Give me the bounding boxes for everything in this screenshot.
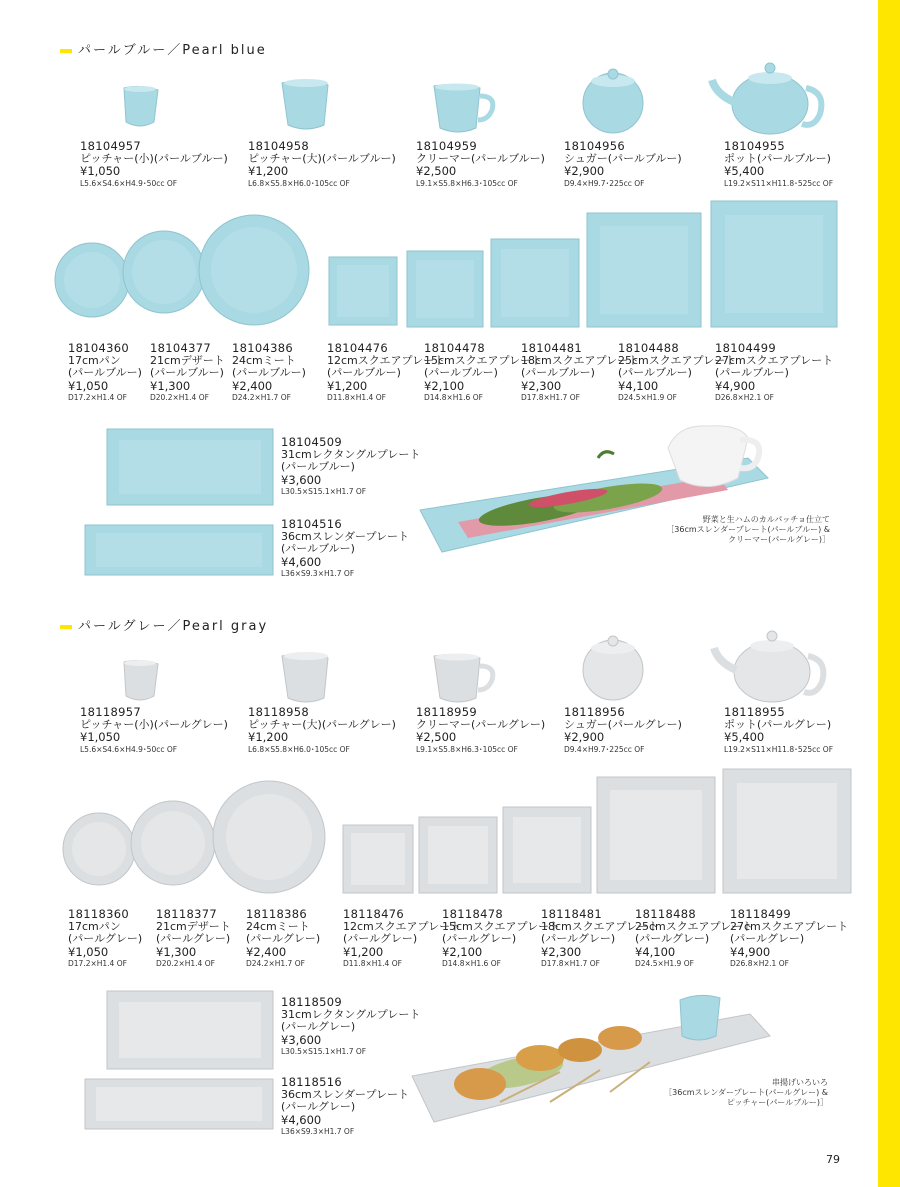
product-18118958 [248,706,396,755]
product-name: 25cmスクエアプレート [635,919,754,933]
pitcher-small-image-blue [118,82,168,132]
product-spec: D26.8×H2.1 OF [730,959,789,968]
product-price: ¥2,100 [442,944,483,959]
square-plate-15cm-image-gray [418,816,498,894]
slender-plate-36cm-image-blue [84,524,274,576]
product-spec: D9.4×H9.7･225cc OF [564,178,645,188]
pitcher-small-image-gray [118,656,168,704]
product-code: 18104377 [150,341,211,355]
product-name: 15cmスクエアプレート [442,919,561,933]
product-color: (パールグレー) [281,1100,356,1113]
photo-caption-gray [640,1078,828,1108]
product-color: (パールグレー) [343,932,418,945]
square-plate-18cm-image-gray [502,806,592,894]
product-code: 18104509 [281,435,342,449]
product-color: (パールブルー) [327,366,401,379]
product-name: 12cmスクエアプレート [343,919,462,933]
product-18104957 [80,140,228,189]
product-price: ¥3,600 [281,1032,322,1047]
sugar-bowl-image-gray [580,632,650,704]
product-color: (パールグレー) [68,932,143,945]
product-color: (パールグレー) [281,1020,356,1033]
product-color: (パールブルー) [232,366,306,379]
product-spec: L5.6×S4.6×H4.9･50cc OF [80,178,178,188]
product-code: 18104481 [521,341,582,355]
product-price: ¥2,300 [521,378,562,393]
product-spec: D24.5×H1.9 OF [635,959,694,968]
product-name: シュガー(パールブルー) [564,151,682,165]
product-code: 18104958 [248,139,309,153]
caption-title: 串揚げいろいろ [772,1078,828,1087]
plate-21cm-image-blue [122,230,208,316]
product-name: ポット(パールブルー) [724,151,831,165]
product-18104360 [68,342,142,403]
plate-21cm-image-gray [130,800,218,888]
product-name: 31cmレクタングルプレート [281,447,421,461]
sugar-bowl-image-blue [580,65,650,137]
product-18118499 [730,908,848,969]
product-code: 18104476 [327,341,388,355]
product-name: 12cmスクエアプレート [327,353,446,367]
product-name: ピッチャー(大)(パールグレー) [248,717,396,731]
product-18118377 [156,908,231,969]
product-code: 18118956 [564,705,625,719]
product-name: 25cmスクエアプレート [618,353,737,367]
product-code: 18104956 [564,139,625,153]
product-spec: L30.5×S15.1×H1.7 OF [281,487,367,496]
product-color: (パールグレー) [156,932,231,945]
product-code: 18104478 [424,341,485,355]
product-spec: D20.2×H1.4 OF [156,959,215,968]
product-spec: L6.8×S5.8×H6.0･105cc OF [248,744,350,754]
product-code: 18118955 [724,705,785,719]
product-price: ¥5,400 [724,730,765,744]
product-code: 18104488 [618,341,679,355]
product-name: 17cmパン [68,919,121,933]
product-name: 18cmスクエアプレート [541,919,660,933]
product-18118509 [281,996,420,1057]
section-heading-gray [60,615,268,634]
product-code: 18118499 [730,907,791,921]
product-code: 18104360 [68,341,129,355]
product-code: 18118377 [156,907,217,921]
rectangle-plate-31cm-image-gray [106,990,274,1070]
product-code: 18104499 [715,341,776,355]
product-price: ¥1,200 [327,378,368,393]
product-18118516 [281,1076,409,1137]
product-price: ¥4,600 [281,1112,322,1127]
product-18104959 [416,140,545,189]
product-price: ¥1,200 [343,944,384,959]
product-spec: L6.8×S5.8×H6.0･105cc OF [248,178,350,188]
product-price: ¥1,200 [248,730,289,744]
teapot-image-gray [712,626,832,706]
product-price: ¥4,600 [281,554,322,569]
creamer-image-blue [430,80,500,135]
product-price: ¥4,900 [715,378,756,393]
product-18118957 [80,706,228,755]
product-code: 18118509 [281,995,342,1009]
product-color: (パールブルー) [424,366,498,379]
product-18104499 [715,342,833,403]
heading-text: パールグレー／Pearl gray [78,619,269,634]
product-spec: D17.2×H1.4 OF [68,959,127,968]
product-name: ピッチャー(小)(パールブルー) [80,151,228,165]
heading-marker [60,49,72,53]
product-code: 18118958 [248,705,309,719]
product-code: 18104959 [416,139,477,153]
product-color: (パールグレー) [635,932,710,945]
product-spec: L19.2×S11×H11.8･525cc OF [724,744,834,754]
product-name: シュガー(パールグレー) [564,717,682,731]
product-code: 18118959 [416,705,477,719]
product-spec: L30.5×S15.1×H1.7 OF [281,1047,367,1056]
product-code: 18104955 [724,139,785,153]
pitcher-large-image-blue [278,75,338,135]
product-price: ¥2,500 [416,164,457,178]
kushiage-photo [410,992,780,1132]
product-code: 18118516 [281,1075,342,1089]
product-name: ピッチャー(小)(パールグレー) [80,717,228,731]
product-18118386 [246,908,320,969]
product-code: 18118957 [80,705,141,719]
product-price: ¥4,100 [635,944,676,959]
square-plate-18cm-image-blue [490,238,580,328]
teapot-image-blue [710,58,830,138]
product-color: (パールグレー) [541,932,616,945]
product-18104516 [281,518,409,579]
pitcher-large-image-gray [278,648,338,706]
caption-line: クリーマー(パールグレー)］ [728,535,830,544]
square-plate-12cm-image-gray [342,824,414,894]
product-name: 27cmスクエアプレート [715,353,834,367]
product-spec: D11.8×H1.4 OF [343,959,402,968]
product-name: クリーマー(パールグレー) [416,717,546,731]
slender-plate-36cm-image-gray [84,1078,274,1130]
product-name: 21cmデザート [156,919,231,933]
product-name: 24cmミート [246,919,310,933]
square-plate-15cm-image-blue [406,250,484,328]
product-spec: D20.2×H1.4 OF [150,393,209,402]
product-price: ¥2,900 [564,164,605,178]
photo-caption-blue [640,515,830,545]
product-18104377 [150,342,225,403]
plate-24cm-image-gray [212,780,326,894]
heading-marker [60,625,72,629]
product-color: (パールグレー) [730,932,805,945]
creamer-image-gray [430,650,500,705]
product-price: ¥1,050 [68,378,109,393]
product-code: 18104516 [281,517,342,531]
product-price: ¥1,300 [150,378,191,393]
product-name: ピッチャー(大)(パールブルー) [248,151,396,165]
square-plate-12cm-image-blue [328,256,398,326]
product-price: ¥2,900 [564,730,605,744]
product-price: ¥1,300 [156,944,197,959]
product-price: ¥2,400 [246,944,287,959]
product-name: 27cmスクエアプレート [730,919,849,933]
product-name: 17cmパン [68,353,121,367]
product-name: 36cmスレンダープレート [281,529,410,543]
product-name: ポット(パールグレー) [724,717,832,731]
plate-17cm-image-blue [54,242,132,320]
product-name: 21cmデザート [150,353,225,367]
product-spec: D26.8×H2.1 OF [715,393,774,402]
product-color: (パールブルー) [715,366,789,379]
product-name: クリーマー(パールブルー) [416,151,545,165]
product-spec: L19.2×S11×H11.8･525cc OF [724,178,834,188]
product-code: 18118481 [541,907,602,921]
product-18118956 [564,706,682,755]
product-name: 15cmスクエアプレート [424,353,543,367]
product-color: (パールブルー) [521,366,595,379]
product-code: 18118360 [68,907,129,921]
product-code: 18118386 [246,907,307,921]
product-price: ¥2,100 [424,378,465,393]
product-price: ¥2,400 [232,378,273,393]
product-code: 18104957 [80,139,141,153]
product-spec: D17.2×H1.4 OF [68,393,127,402]
product-code: 18104386 [232,341,293,355]
heading-text: パールブルー／Pearl blue [78,43,267,58]
product-name: 31cmレクタングルプレート [281,1007,421,1021]
square-plate-25cm-image-gray [596,776,716,894]
product-price: ¥5,400 [724,164,765,178]
product-18118955 [724,706,833,755]
product-color: (パールブルー) [68,366,142,379]
product-18104958 [248,140,396,189]
product-18104956 [564,140,682,189]
yellow-side-bar [878,0,900,1187]
product-spec: L36×S9.3×H1.7 OF [281,1127,355,1136]
product-18104509 [281,436,420,497]
product-spec: D17.8×H1.7 OF [521,393,580,402]
product-code: 18118476 [343,907,404,921]
product-spec: D24.2×H1.7 OF [232,393,291,402]
product-price: ¥1,050 [80,730,121,744]
rectangle-plate-31cm-image-blue [106,428,274,506]
product-price: ¥4,900 [730,944,771,959]
product-18118360 [68,908,142,969]
page-number: 79 [826,1153,840,1166]
product-spec: D24.2×H1.7 OF [246,959,305,968]
square-plate-27cm-image-gray [722,768,852,894]
product-spec: L5.6×S4.6×H4.9･50cc OF [80,744,178,754]
product-18104955 [724,140,833,189]
product-price: ¥4,100 [618,378,659,393]
product-spec: L36×S9.3×H1.7 OF [281,569,355,578]
product-name: 18cmスクエアプレート [521,353,640,367]
product-spec: D17.8×H1.7 OF [541,959,600,968]
product-spec: D11.8×H1.4 OF [327,393,386,402]
product-color: (パールブルー) [618,366,692,379]
plate-24cm-image-blue [198,214,310,326]
caption-title: 野菜と生ハムのカルパッチョ仕立て [702,515,830,524]
product-color: (パールグレー) [442,932,517,945]
product-price: ¥1,200 [248,164,289,178]
product-spec: D14.8×H1.6 OF [442,959,501,968]
square-plate-27cm-image-blue [710,200,838,328]
product-18118959 [416,706,545,755]
plate-17cm-image-gray [62,812,138,888]
product-price: ¥2,500 [416,730,457,744]
product-18104386 [232,342,306,403]
product-spec: D14.8×H1.6 OF [424,393,483,402]
section-heading-blue [60,39,267,58]
product-spec: D9.4×H9.7･225cc OF [564,744,645,754]
product-spec: L9.1×S5.8×H6.3･105cc OF [416,744,518,754]
product-spec: D24.5×H1.9 OF [618,393,677,402]
product-price: ¥1,050 [68,944,109,959]
product-price: ¥2,300 [541,944,582,959]
caption-line: ［36cmスレンダープレート(パールブルー) & [666,525,830,534]
product-code: 18118478 [442,907,503,921]
product-spec: L9.1×S5.8×H6.3･105cc OF [416,178,518,188]
product-color: (パールグレー) [246,932,321,945]
product-color: (パールブルー) [150,366,224,379]
product-color: (パールブルー) [281,460,355,473]
caption-line: ピッチャー(パールブルー)］ [726,1098,828,1107]
product-code: 18118488 [635,907,696,921]
product-color: (パールブルー) [281,542,355,555]
caption-line: ［36cmスレンダープレート(パールグレー) & [664,1088,828,1097]
product-name: 36cmスレンダープレート [281,1087,410,1101]
product-price: ¥1,050 [80,164,121,178]
product-price: ¥3,600 [281,472,322,487]
product-name: 24cmミート [232,353,296,367]
square-plate-25cm-image-blue [586,212,702,328]
